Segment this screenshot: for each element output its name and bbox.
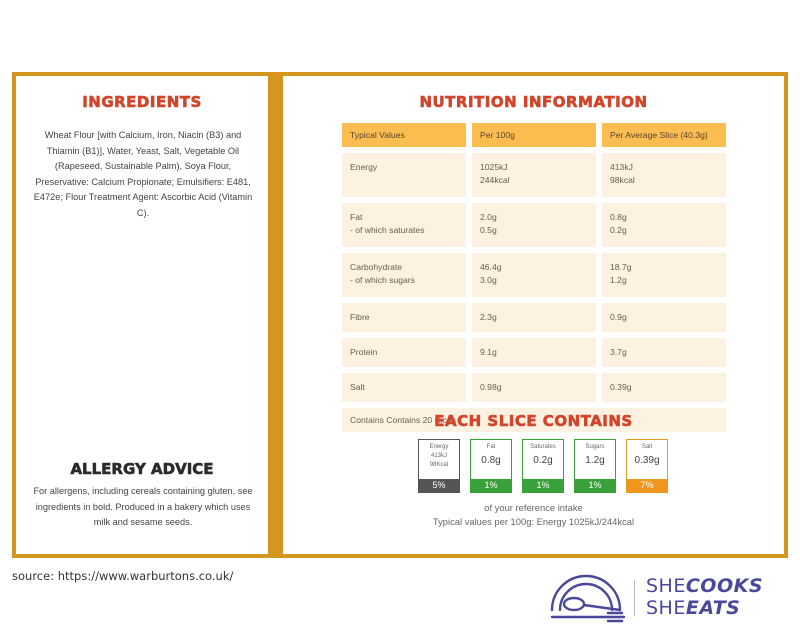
row-label: Fibre <box>350 312 370 322</box>
nutrition-title: NUTRITION INFORMATION <box>419 93 648 111</box>
label-value: 1.2g <box>585 455 605 466</box>
label-percent: 5% <box>419 479 459 492</box>
label-name: Energy <box>429 444 449 450</box>
logo-divider <box>634 580 635 616</box>
plate-spoon-fork-icon <box>548 572 632 624</box>
ingredients-panel <box>16 76 268 554</box>
logo-she-1: SHE <box>646 575 686 597</box>
reference-line-2: Typical values per 100g: Energy 1025kJ/244kcal <box>432 516 635 527</box>
label-name: Fat <box>486 444 496 450</box>
cell-value: 0.8g <box>610 212 627 222</box>
cell-value: 0.2g <box>610 225 627 235</box>
cell-value: 413kJ <box>610 162 633 172</box>
logo-wordmark <box>646 575 763 619</box>
label-percent: 1% <box>471 479 511 492</box>
label-name: Sugars <box>585 444 605 450</box>
cell-value: 1.2g <box>610 275 627 285</box>
sugars-label <box>574 439 616 493</box>
logo-she-2: SHE <box>646 597 686 619</box>
cell-value: 98kcal <box>610 175 635 185</box>
row-label: Salt <box>350 382 365 392</box>
cell-value: 46.4g <box>480 262 502 272</box>
cell-value: 0.5g <box>480 225 497 235</box>
cell-value: 2.0g <box>480 212 497 222</box>
saturates-label <box>522 439 564 493</box>
label-value: 0.8g <box>481 455 501 466</box>
label-value: 0.2g <box>533 455 553 466</box>
cell-value: 2.3g <box>480 312 497 322</box>
cell-value: 0.39g <box>610 382 632 392</box>
row-label: Energy <box>350 162 378 172</box>
label-percent: 1% <box>523 479 563 492</box>
ingredients-text: Wheat Flour [with Calcium, Iron, Niacin (B3) and Thiamin (B1)], Water, Yeast, Salt, Vegetable Oil (Rapeseed, Sustainable Palm), Soya Flour, Preservative: Calcium Propionate; Emulsifiers: E481, E472e; Flour Treatment Agent: Ascorbic Acid (Vitamin C). <box>33 130 253 218</box>
label-percent: 7% <box>627 479 667 492</box>
table-row-fat <box>342 203 726 247</box>
cell-value: 3.7g <box>610 347 627 357</box>
label-name: Salt <box>641 444 653 450</box>
table-row-salt <box>342 373 726 402</box>
nutrition-table <box>342 123 726 438</box>
fat-label <box>470 439 512 493</box>
cell-value: 3.0g <box>480 275 497 285</box>
allergy-title: ALLERGY ADVICE <box>70 460 214 478</box>
label-name: Saturates <box>530 444 556 450</box>
cell-value: 0.98g <box>480 382 502 392</box>
label-percent: 1% <box>575 479 615 492</box>
table-header-row <box>342 123 726 147</box>
traffic-light-labels <box>418 439 668 493</box>
table-row-carbohydrate <box>342 253 726 297</box>
energy-label <box>418 439 460 493</box>
logo-eats: EATS <box>685 597 741 619</box>
table-row-energy <box>342 153 726 197</box>
cell-value: 9.1g <box>480 347 497 357</box>
logo-cooks: COOKS <box>685 575 764 597</box>
shecookssheeats-logo[interactable] <box>548 572 788 624</box>
table-row-fibre <box>342 303 726 332</box>
row-sublabel: - of which saturates <box>350 225 425 235</box>
cell-value: 1025kJ <box>480 162 508 172</box>
header-per-100g: Per 100g <box>472 123 596 147</box>
cell-value: 0.9g <box>610 312 627 322</box>
label-kj: 413kJ <box>430 453 447 459</box>
label-kcal: 98Kcal <box>429 462 449 468</box>
header-typical-values: Typical Values <box>342 123 466 147</box>
reference-intake-text <box>283 501 784 529</box>
row-label: Fat <box>350 212 363 222</box>
label-value: 0.39g <box>634 455 660 466</box>
row-label: Carbohydrate <box>350 262 403 272</box>
table-row-protein <box>342 338 726 367</box>
nutrition-panel <box>283 76 784 554</box>
row-sublabel: - of which sugars <box>350 275 415 285</box>
cell-value: 18.7g <box>610 262 632 272</box>
each-slice-title: EACH SLICE CONTAINS <box>434 412 633 430</box>
reference-line-1: of your reference intake <box>484 502 583 513</box>
slices-count: Contains Contains 20 slices <box>342 408 726 432</box>
salt-label <box>626 439 668 493</box>
ingredients-title: INGREDIENTS <box>82 93 202 111</box>
allergy-text: For allergens, including cereals containing gluten, see ingredients in bold. Produced in a bakery which uses milk and sesame seeds. <box>33 486 253 528</box>
source-caption: source: https://www.warburtons.co.uk/ <box>12 569 234 583</box>
header-per-slice: Per Average Slice (40.3g) <box>602 123 726 147</box>
cell-value: 244kcal <box>480 175 510 185</box>
row-label: Protein <box>350 347 378 357</box>
